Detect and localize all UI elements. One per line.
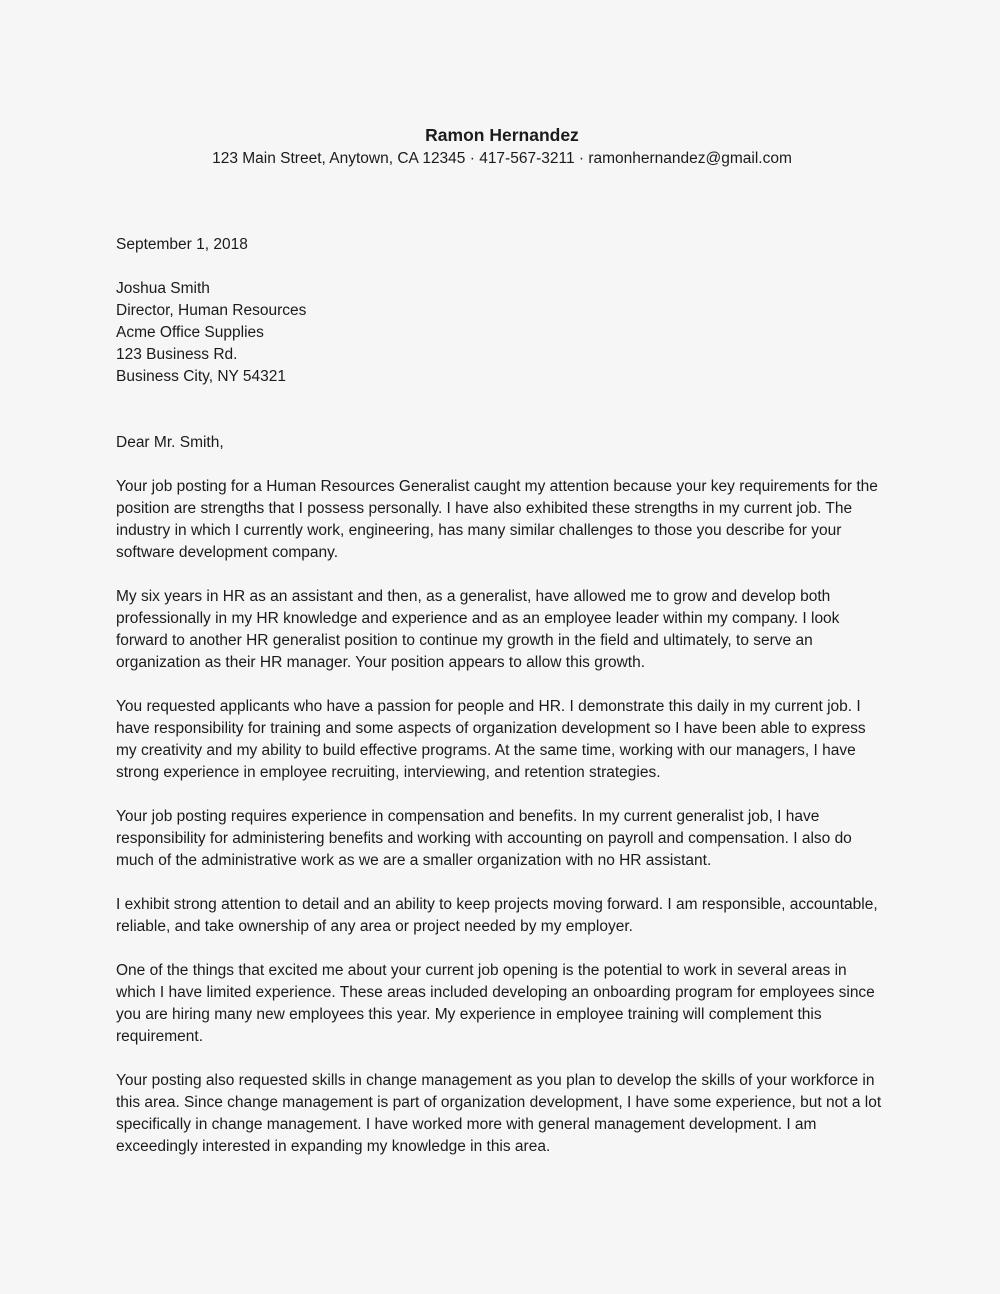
sender-contact-line: 123 Main Street, Anytown, CA 12345 · 417-567-3211 · ramonhernandez@gmail.com: [212, 150, 792, 167]
body-paragraph-7: Your posting also requested skills in change management as you plan to develop the skills of your workforce in this area. Since change management is part of organization development, I have some experience, but not a lot specifically in change management. I have worked more with general management development. I am exceedingly interested in expanding my knowledge in this area.: [116, 1072, 882, 1155]
body-paragraph-3: You requested applicants who have a passion for people and HR. I demonstrate this daily in my current job. I have responsibility for training and some aspects of organization development so I have been able to express my creativity and my ability to build effective programs. At the same time, working with our managers, I have strong experience in employee recruiting, interviewing, and retention strategies.: [116, 698, 866, 781]
body-paragraph-4: Your job posting requires experience in compensation and benefits. In my current generalist job, I have responsibility for administering benefits and working with accounting on payroll and compensation. I also do much of the administrative work as we are a smaller organization with no HR assistant.: [116, 808, 852, 869]
recipient-city: Business City, NY 54321: [116, 368, 287, 385]
letter-date: September 1, 2018: [116, 236, 248, 253]
body-paragraph-6: One of the things that excited me about your current job opening is the potential to work in several areas in which I have limited experience. These areas included developing an onboarding program for employees since you are hiring many new employees this year. My experience in employee training will complement this requirement.: [116, 962, 875, 1045]
body-paragraph-1: Your job posting for a Human Resources Generalist caught my attention because your key requirements for the position are strengths that I possess personally. I have also exhibited these strengths in my current job. The industry in which I currently work, engineering, has many similar challenges to those you describe for your software development company.: [116, 478, 878, 561]
letter-header: [116, 122, 888, 170]
sender-name: Ramon Hernandez: [425, 125, 579, 145]
recipient-title: Director, Human Resources: [116, 302, 307, 319]
recipient-name: Joshua Smith: [116, 280, 210, 297]
recipient-street: 123 Business Rd.: [116, 346, 238, 363]
body-paragraph-5: I exhibit strong attention to detail and an ability to keep projects moving forward. I am responsible, accountable, reliable, and take ownership of any area or project needed by my employer.: [116, 896, 878, 935]
recipient-company: Acme Office Supplies: [116, 324, 264, 341]
body-paragraph-2: My six years in HR as an assistant and then, as a generalist, have allowed me to grow and develop both professionally in my HR knowledge and experience and as an employee leader within my company. I look forward to another HR generalist position to continue my growth in the field and ultimately, to serve an organization as their HR manager. Your position appears to allow this growth.: [116, 588, 840, 671]
recipient-address-block: [116, 278, 888, 388]
letter-content: [116, 122, 888, 1158]
letter-body: [116, 476, 888, 1158]
salutation: Dear Mr. Smith,: [116, 434, 224, 451]
